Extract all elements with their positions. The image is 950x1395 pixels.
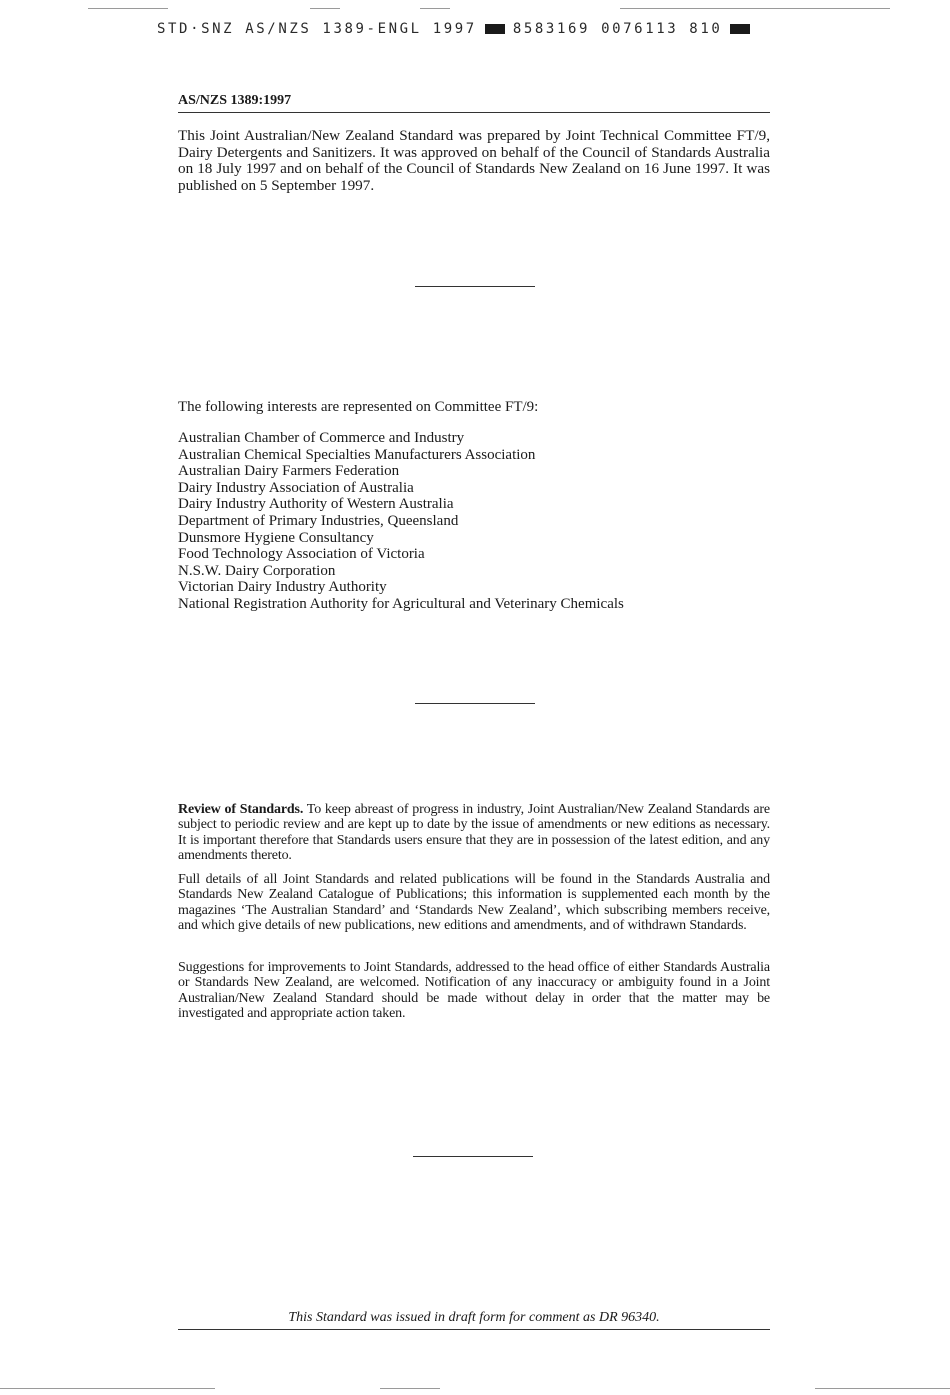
review-heading: Review of Standards.	[178, 802, 304, 817]
review-paragraph-2: Full details of all Joint Standards and related publications will be found in the Standards Australia and Standards New Zealand Catalogue of Publications; this information is supplemented each month by the magazines ‘The Australian Standard’ and ‘Standards New Zealand’, which subscribing members receive, and which give details of new publications, new editions and amendments, and of withdrawn Standards.	[178, 872, 770, 934]
footer-divider	[178, 1329, 770, 1330]
list-item: Australian Dairy Farmers Federation	[178, 463, 400, 480]
list-item: Australian Chemical Specialties Manufacturers Association	[178, 446, 536, 463]
draft-footer-note: This Standard was issued in draft form for comment as DR 96340.	[288, 1310, 660, 1325]
interests-list	[178, 430, 624, 613]
section-divider	[415, 703, 535, 704]
list-item: Victorian Dairy Industry Authority	[178, 579, 387, 596]
scan-artifact-line	[620, 8, 890, 9]
list-item: Dairy Industry Association of Australia	[178, 479, 414, 496]
barcode-block-icon	[730, 24, 750, 34]
list-item: Department of Primary Industries, Queensland	[178, 512, 459, 529]
list-item: National Registration Authority for Agricultural and Veterinary Chemicals	[178, 595, 624, 612]
review-paragraph-3: Suggestions for improvements to Joint Standards, addressed to the head office of either Standards Australia or Standards New Zealand, are welcomed. Notification of any inaccuracy or ambiguity found in a Joint Australian/New Zealand Standard should be made without delay in order that the matter may be investigated and appropriate action taken.	[178, 960, 770, 1022]
scan-artifact-line	[310, 8, 340, 9]
document-serial-text: 8583169 0076113 810	[512, 21, 723, 37]
list-item: N.S.W. Dairy Corporation	[178, 562, 336, 579]
barcode-block-icon	[485, 24, 505, 34]
interests-intro: The following interests are represented on Committee FT/9:	[178, 399, 539, 415]
scan-artifact-line	[420, 8, 450, 9]
list-item: Dairy Industry Authority of Western Australia	[178, 496, 454, 513]
review-paragraph-1	[178, 802, 770, 864]
section-divider	[415, 286, 535, 287]
list-item: Food Technology Association of Victoria	[178, 546, 425, 563]
preparation-paragraph: This Joint Australian/New Zealand Standard was prepared by Joint Technical Committee FT/9, Dairy Detergents and Sanitizers. It was approved on behalf of the Council of Standards Australia on 18 July 1997 and on behalf of the Council of Standards New Zealand on 16 June 1997. It was published on 5 September 1997.	[178, 127, 770, 194]
scan-artifact-line	[0, 1388, 215, 1389]
section-divider	[413, 1156, 533, 1157]
title-divider	[178, 112, 770, 113]
list-item: Dunsmore Hygiene Consultancy	[178, 529, 374, 546]
scan-artifact-line	[88, 8, 168, 9]
document-code-header	[157, 18, 807, 40]
scan-artifact-line	[815, 1388, 950, 1389]
review-text-1: To keep abreast of progress in industry, Joint Australian/New Zealand Standards are subject to periodic review and are kept up to date by the issue of amendments or new editions as necessary. It is important therefore that Standards users ensure that they are in possession of the latest edition, and any amendments thereto.	[178, 802, 770, 864]
standard-number-title: AS/NZS 1389:1997	[178, 93, 292, 108]
document-code-text: STD·SNZ AS/NZS 1389-ENGL 1997	[157, 21, 477, 37]
list-item: Australian Chamber of Commerce and Industry	[178, 430, 465, 446]
scan-artifact-line	[380, 1388, 440, 1389]
